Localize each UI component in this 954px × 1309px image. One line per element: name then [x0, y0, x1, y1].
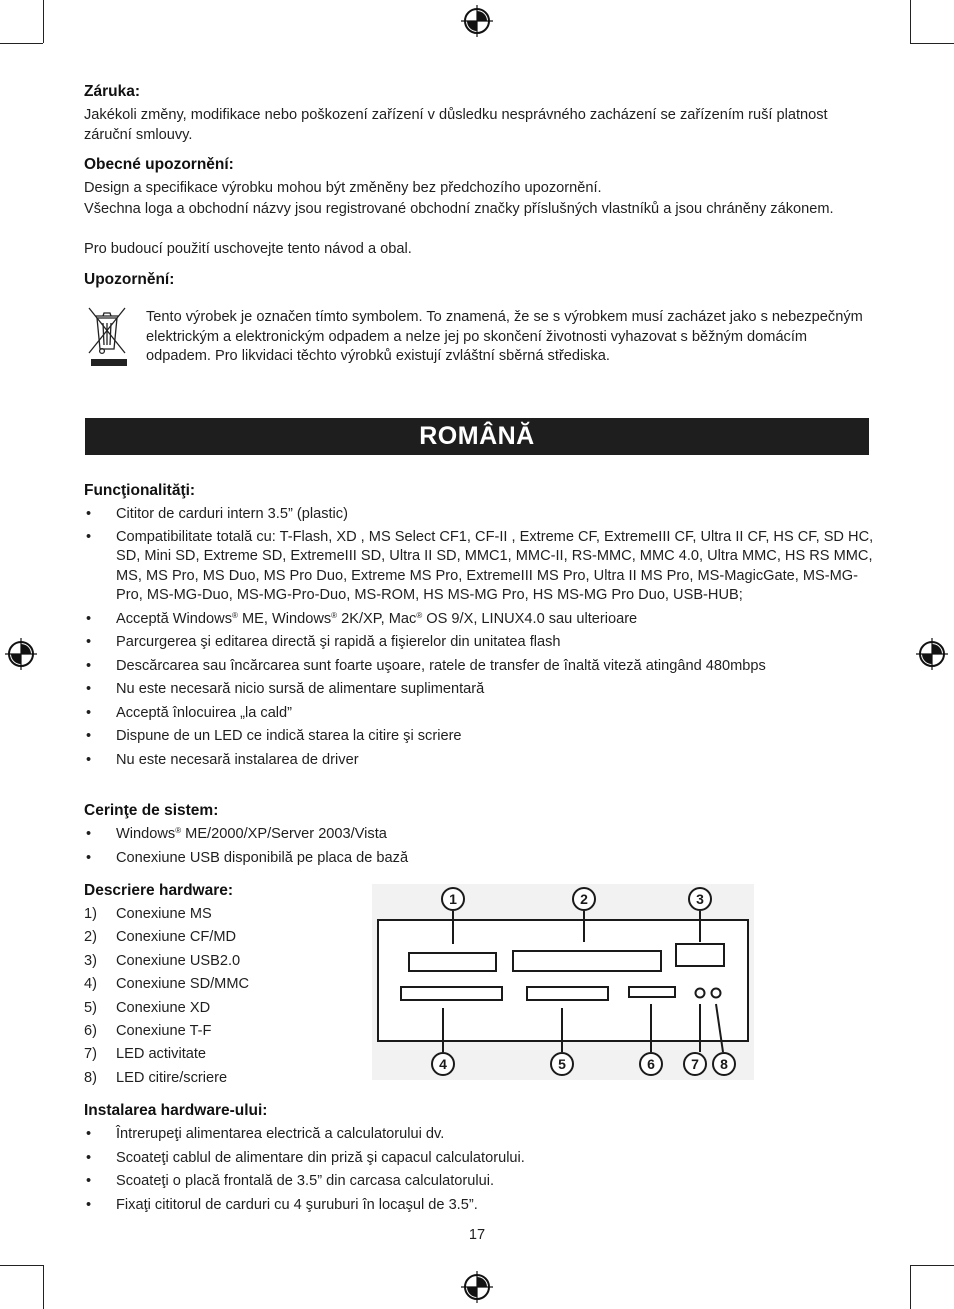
- callout-label: 6: [647, 1056, 655, 1072]
- list-item: 4) Conexiune SD/MMC: [84, 976, 250, 993]
- crop-mark: [910, 0, 911, 43]
- callout-label: 8: [720, 1056, 728, 1072]
- list-item: 8) LED citire/scriere: [84, 1069, 228, 1086]
- general-notice-heading: Obecné upozornění:: [84, 156, 234, 173]
- callout-label: 5: [558, 1056, 566, 1072]
- list-item: • Compatibilitate totală cu: T-Flash, XD , MS Select CF1, CF-II , Extreme CF, ExtremeIII CF, Ultra II CF, HS CF, SD HC, SD, Mini SD, Extreme SD, ExtremeIII SD, Ultra II SD, MMC1, MMC-II, RS-MMC, MMC 4.0, Ultra MMC, HS RS MMC, MS, MS Pro, MS Duo, MS Pro Duo, Extreme MS Pro, ExtremeIII MS Pro, Ultra II MS Pro, MS-MagicGate, MS-MG-Pro, MS-MG-Duo, MS-MG-Pro-Duo, MS-ROM, HS MS-MG Pro, HS MS-MG Pro Duo, USB-HUB;: [86, 528, 874, 603]
- general-notice-line: Design a specifikace výrobku mohou být změněny bez předchozího upozornění.: [84, 180, 602, 196]
- crossed-out-wheelie-bin-icon: [86, 305, 128, 367]
- crop-mark: [0, 43, 43, 44]
- system-requirements-list: [84, 825, 874, 868]
- callout-label: 2: [580, 891, 588, 907]
- list-item: • Cititor de carduri intern 3.5” (plastic): [86, 506, 348, 522]
- list-item: 3) Conexiune USB2.0: [84, 952, 241, 969]
- list-item: 6) Conexiune T-F: [84, 1022, 212, 1039]
- crosshair-registration-icon: [460, 1270, 494, 1304]
- list-item: • Conexiune USB disponibilă pe placa de bază: [86, 849, 409, 866]
- list-item: • Scoateţi cablul de alimentare din priză şi capacul calculatorului.: [86, 1149, 525, 1166]
- list-item: • Nu este necesară instalarea de driver: [86, 751, 359, 768]
- list-item: • Acceptă Windows® ME, Windows® 2K/XP, Mac® OS 9/X, LINUX4.0 sau ulterioare: [86, 610, 638, 627]
- list-item: • Scoateţi o placă frontală de 3.5” din carcasa calculatorului.: [86, 1173, 495, 1189]
- list-item: • Windows® ME/2000/XP/Server 2003/Vista: [86, 826, 387, 842]
- list-item: • Acceptă înlocuirea „la cald”: [86, 704, 293, 721]
- callout-label: 4: [439, 1056, 447, 1072]
- crop-mark: [43, 0, 44, 43]
- list-item: • Dispune de un LED ce indică starea la citire şi scriere: [86, 728, 462, 744]
- hardware-description-heading: Descriere hardware:: [84, 882, 234, 899]
- features-list: [84, 505, 874, 770]
- crosshair-registration-icon: [915, 637, 949, 671]
- system-requirements-heading: Cerinţe de sistem:: [84, 802, 219, 819]
- hardware-list: [84, 905, 364, 1092]
- crop-mark: [910, 1265, 911, 1309]
- card-reader-diagram: [372, 884, 754, 1080]
- crop-mark: [910, 1265, 954, 1266]
- list-item: • Întrerupeţi alimentarea electrică a calculatorului dv.: [86, 1126, 445, 1142]
- list-item: • Descărcarea sau încărcarea sunt foarte uşoare, ratele de transfer de înaltă viteză atingând 480mbps: [86, 657, 766, 674]
- language-banner: ROMÂNĂ: [85, 418, 869, 455]
- list-item: 2) Conexiune CF/MD: [84, 929, 237, 946]
- callout-label: 7: [691, 1056, 699, 1072]
- page-number: 17: [468, 1227, 486, 1243]
- callout-label: 3: [696, 891, 704, 907]
- list-item: • Fixaţi cititorul de carduri cu 4 şuruburi în locaşul de 3.5”.: [86, 1196, 478, 1213]
- installation-list: [84, 1125, 874, 1215]
- list-item: 5) Conexiune XD: [84, 999, 211, 1016]
- crop-mark: [0, 1265, 43, 1266]
- general-notice-line: Všechna loga a obchodní názvy jsou registrované obchodní značky příslušných vlastníků a jsou chráněny zákonem.: [84, 201, 834, 217]
- crop-mark: [910, 43, 954, 44]
- caution-text: Tento výrobek je označen tímto symbolem. To znamená, že se s výrobkem musí zacházet jako s nebezpečným elektrickým a elektronickým odpadem a nelze jej po skončení životnosti vyhazovat s běžným domácím odpadem. Pro likvidaci těchto výrobků existují zvláštní sběrná střediska.: [146, 309, 863, 364]
- general-notice-line: Pro budoucí použití uschovejte tento návod a obal.: [84, 241, 412, 257]
- crop-mark: [43, 1265, 44, 1309]
- crosshair-registration-icon: [4, 637, 38, 671]
- crosshair-registration-icon: [460, 4, 494, 38]
- features-heading: Funcţionalităţi:: [84, 482, 196, 499]
- list-item: 1) Conexiune MS: [84, 906, 212, 922]
- warranty-heading: Záruka:: [84, 83, 140, 100]
- list-item: • Nu este necesară nicio sursă de alimentare suplimentară: [86, 681, 485, 697]
- hardware-installation-heading: Instalarea hardware-ului:: [84, 1102, 268, 1119]
- callout-label: 1: [449, 891, 457, 907]
- caution-heading: Upozornění:: [84, 271, 175, 288]
- list-item: • Parcurgerea şi editarea directă şi rapidă a fişierelor din unitatea flash: [86, 634, 561, 650]
- warranty-text: Jakékoli změny, modifikace nebo poškození zařízení v důsledku nesprávného zacházení se zařízením ruší platnost záruční smlouvy.: [84, 107, 828, 143]
- list-item: 7) LED activitate: [84, 1046, 207, 1063]
